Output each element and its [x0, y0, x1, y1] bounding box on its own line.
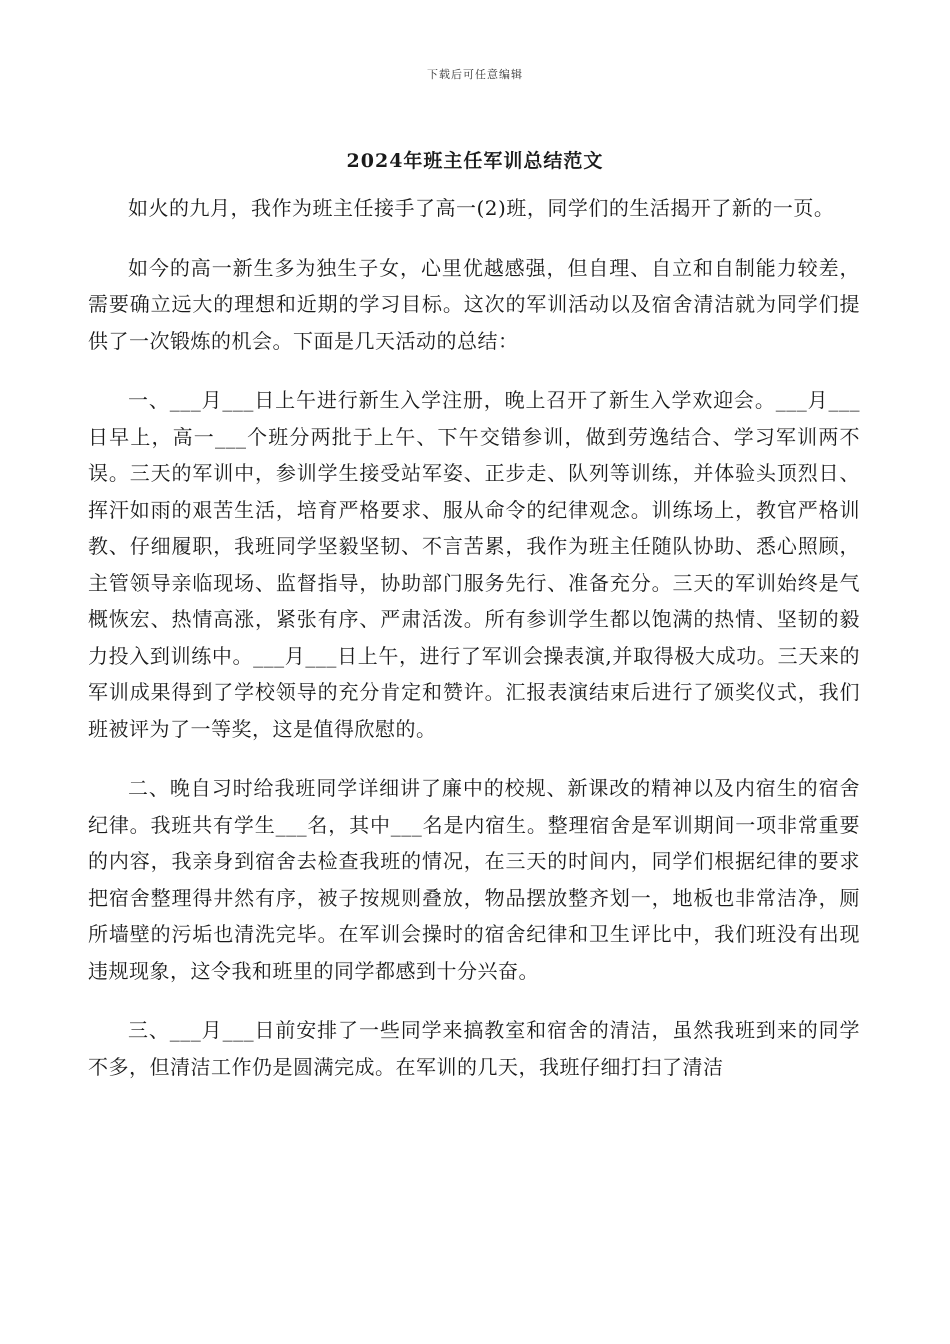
paragraph-section-two: 二、晚自习时给我班同学详细讲了廉中的校规、新课改的精神以及内宿生的宿舍纪律。我班共有学生___名，其中___名是内宿生。整理宿舍是军训期间一项非常重要的内容，我亲身到宿舍去检查我班的情况，在三天的时间内，同学们根据纪律的要求把宿舍整理得井然有序，被子按规则叠放，物品摆放整齐划一，地板也非常洁净，厕所墙壁的污垢也清洗完毕。在军训会操时的宿舍纪律和卫生评比中，我们班没有出现违规现象，这令我和班里的同学都感到十分兴奋。 [88, 776, 860, 983]
header-note: 下载后可任意编辑 [427, 68, 523, 81]
paragraph-background: 如今的高一新生多为独生子女，心里优越感强，但自理、自立和自制能力较差，需要确立远大的理想和近期的学习目标。这次的军训活动以及宿舍清洁就为同学们提供了一次锻炼的机会。下面是几天活动的总结： [88, 255, 860, 353]
paragraph-section-three: 三、___月___日前安排了一些同学来搞教室和宿舍的清洁，虽然我班到来的同学不多，但清洁工作仍是圆满完成。在军训的几天，我班仔细打扫了清洁 [88, 1018, 860, 1079]
paragraph-section-one: 一、___月___日上午进行新生入学注册，晚上召开了新生入学欢迎会。___月___日早上，高一___个班分两批于上午、下午交错参训，做到劳逸结合、学习军训两不误。三天的军训中，参训学生接受站军姿、正步走、队列等训练，并体验头顶烈日、挥汗如雨的艰苦生活，培育严格要求、服从命令的纪律观念。训练场上，教官严格训教、仔细履职，我班同学坚毅坚韧、不言苦累，我作为班主任随队协助、悉心照顾，主管领导亲临现场、监督指导，协助部门服务先行、准备充分。三天的军训始终是气概恢宏、热情高涨，紧张有序、严肃活泼。所有参训学生都以饱满的热情、坚韧的毅力投入到训练中。___月___日上午，进行了军训会操表演,并取得极大成功。三天来的军训成果得到了学校领导的充分肯定和赞许。汇报表演结束后进行了颁奖仪式，我们班被评为了一等奖，这是值得欣慰的。 [88, 388, 860, 741]
document-body [88, 190, 860, 1108]
document-title: 2024年班主任军训总结范文 [346, 150, 604, 172]
paragraph-intro: 如火的九月，我作为班主任接手了高一(2)班，同学们的生活揭开了新的一页。 [128, 196, 835, 220]
